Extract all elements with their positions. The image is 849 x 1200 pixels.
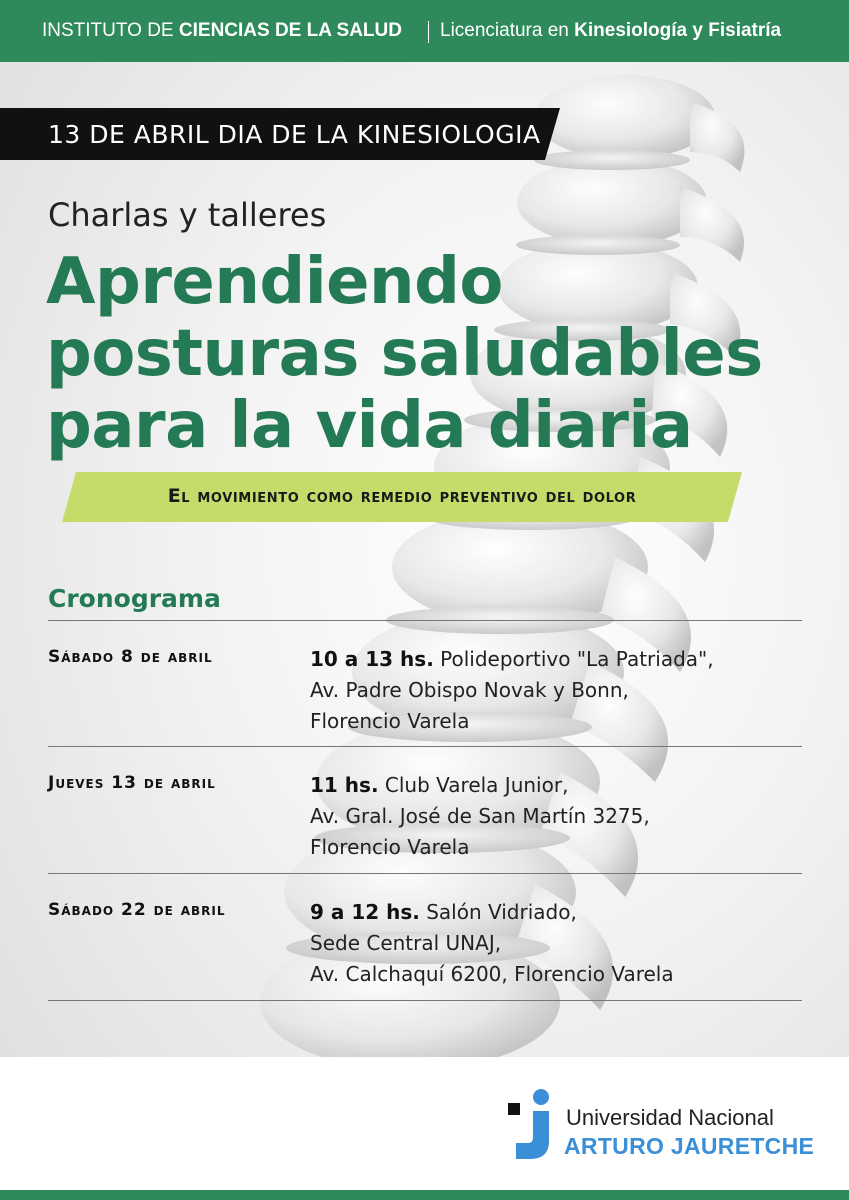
footer — [0, 1057, 849, 1200]
footer-green-line — [0, 1190, 849, 1200]
date-banner — [0, 108, 560, 160]
date-banner-text: 13 DE ABRIL DIA DE LA KINESIOLOGIA — [48, 120, 541, 149]
schedule-divider — [48, 873, 802, 874]
subtitle: Charlas y talleres — [48, 196, 327, 234]
schedule-date: Sábado 22 de abril — [48, 900, 226, 920]
schedule-divider — [48, 1000, 802, 1001]
schedule-divider — [48, 620, 802, 621]
schedule-details: 11 hs. Club Varela Junior, Av. Gral. José de San Martín 3275, Florencio Varela — [310, 773, 650, 859]
logo-line-2: ARTURO JAURETCHE — [564, 1133, 815, 1159]
schedule-heading: Cronograma — [48, 584, 221, 613]
main-title — [46, 246, 826, 462]
unaj-logo-icon — [508, 1089, 560, 1161]
schedule-details: 10 a 13 hs. Polideportivo "La Patriada", Av. Padre Obispo Novak y Bonn, Florencio Varela — [310, 647, 714, 733]
tagline-text: El movimiento como remedio preventivo del dolor — [167, 485, 637, 507]
institute-name: INSTITUTO DE CIENCIAS DE LA SALUD — [42, 20, 402, 41]
header-separator — [428, 21, 429, 43]
schedule-date: Sábado 8 de abril — [48, 647, 213, 667]
schedule-date: Jueves 13 de abril — [48, 773, 216, 793]
career-name: Licenciatura en Kinesiología y Fisiatría — [440, 20, 782, 41]
tagline-banner — [62, 472, 742, 522]
logo-line-1: Universidad Nacional — [566, 1105, 774, 1130]
title-line-3: para la vida diaria — [46, 389, 693, 463]
header-bar — [0, 0, 849, 62]
university-logo — [508, 1087, 815, 1167]
title-line-2: posturas saludables — [46, 317, 763, 391]
schedule-details: 9 a 12 hs. Salón Vidriado, Sede Central UNAJ, Av. Calchaquí 6200, Florencio Varela — [310, 900, 674, 986]
title-line-1: Aprendiendo — [46, 245, 503, 319]
schedule-divider — [48, 746, 802, 747]
